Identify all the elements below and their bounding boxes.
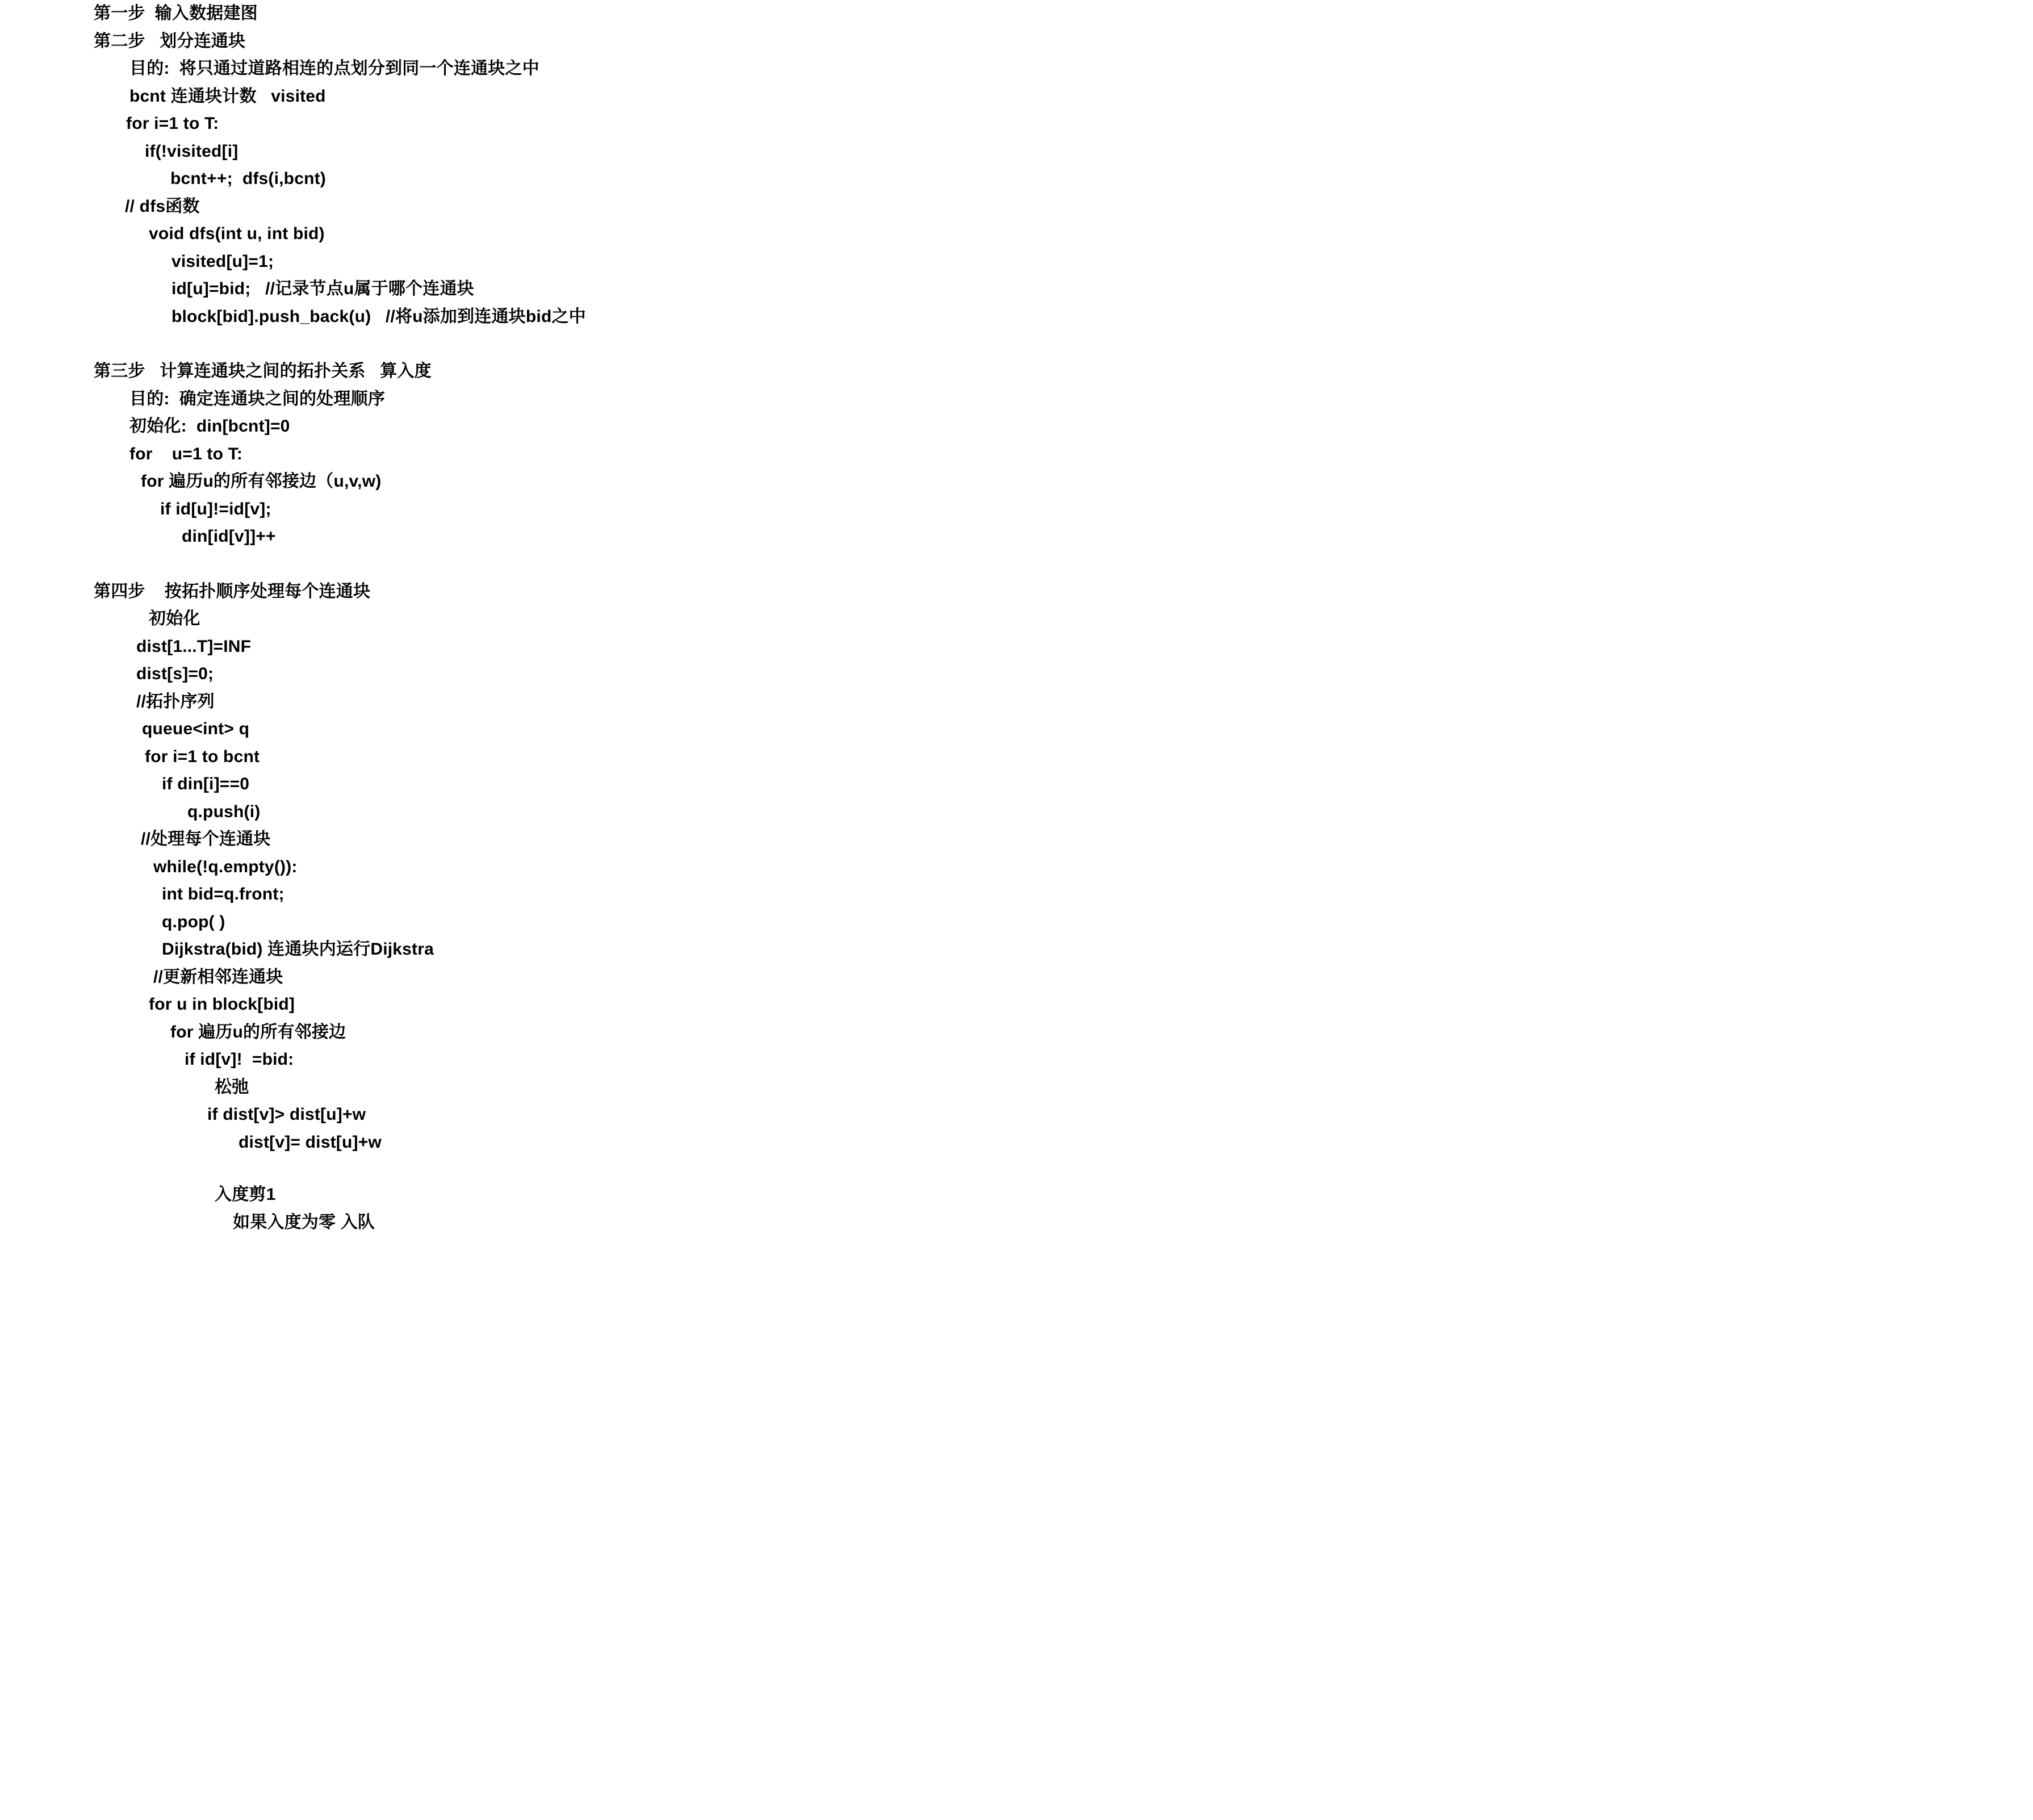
text-line: 松弛 [215,1077,249,1097]
text-line: while(!q.empty()): [153,857,298,876]
text-line: 第三步 计算连通块之间的拓扑关系 算入度 [94,362,432,380]
text-line: 第二步 划分连通块 [94,31,246,51]
text-line: for u in block[bid] [149,995,295,1014]
text-line: q.push(i) [187,802,261,821]
text-block [0,358,2033,551]
text-block [0,578,2033,1157]
text-line: 目的: 将只通过道路相连的点划分到同一个连通块之中 [129,59,539,78]
text-line: dist[v]= dist[u]+w [239,1132,382,1152]
text-line: if din[i]==0 [162,775,250,793]
text-line: 初始化: din[bcnt]=0 [129,417,290,436]
text-line: 第四步 按拓扑顺序处理每个连通块 [94,581,371,601]
text-line: if dist[v]> dist[u]+w [207,1105,366,1124]
text-line: din[id[v]]++ [182,527,276,546]
text-block [0,28,2033,331]
text-line: Dijkstra(bid) 连通块内运行Dijkstra [162,940,434,959]
text-line: 入度剪1 [215,1185,276,1204]
text-line: for i=1 to bcnt [145,747,260,766]
block-spacer [0,551,2033,578]
block-spacer [0,1156,2033,1181]
text-line: q.pop( ) [162,912,225,931]
text-line: bcnt++; dfs(i,bcnt) [170,169,326,188]
text-line: if id[u]!=id[v]; [160,499,271,518]
text-line: if(!visited[i] [145,141,239,161]
text-line: if id[v]! =bid: [185,1050,294,1069]
text-line: 目的: 确定连通块之间的处理顺序 [129,389,386,408]
text-line: for 遍历u的所有邻接边 [170,1022,346,1041]
text-line: 初始化 [149,609,200,628]
text-line: dist[1...T]=INF [136,637,252,656]
text-line: void dfs(int u, int bid) [149,224,325,243]
text-line: for u=1 to T: [129,444,243,463]
text-line: //处理每个连通块 [141,830,271,848]
text-line: for i=1 to T: [126,114,219,133]
text-line: 如果入度为零 入队 [233,1212,375,1232]
text-line: block[bid].push_back(u) //将u添加到连通块bid之中 [171,307,586,326]
text-line: //拓扑序列 [136,692,215,711]
text-line: id[u]=bid; //记录节点u属于哪个连通块 [171,279,474,298]
text-line: 第一步 输入数据建图 [94,4,258,23]
text-line: // dfs函数 [125,196,200,216]
text-line: int bid=q.front; [162,885,285,903]
text-line: queue<int> q [142,719,250,738]
text-line: bcnt 连通块计数 visited [129,86,326,106]
block-spacer [0,330,2033,358]
text-line: for 遍历u的所有邻接边（u,v,w) [141,472,382,491]
text-line: //更新相邻连通块 [153,967,283,986]
text-line: visited[u]=1; [171,252,274,271]
text-block [0,1181,2033,1236]
text-line: dist[s]=0; [136,664,214,683]
text-block [0,0,2033,28]
